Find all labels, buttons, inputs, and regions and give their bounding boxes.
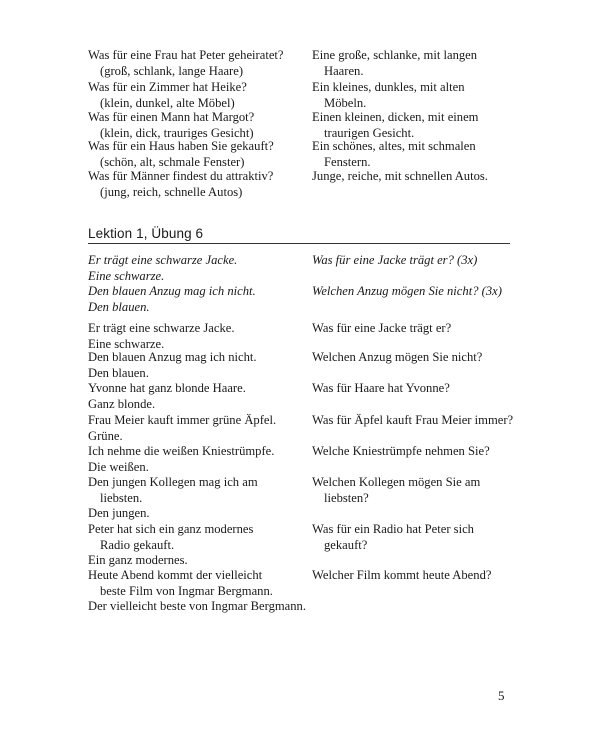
question-text: Was für ein Zimmer hat Heike? bbox=[88, 80, 247, 94]
exercise-question bbox=[312, 522, 474, 553]
answer bbox=[312, 80, 465, 111]
exercise-question-continued: gekauft? bbox=[324, 537, 368, 552]
question bbox=[88, 139, 274, 170]
example-question-text: Welchen Anzug mögen Sie nicht? (3x) bbox=[312, 284, 502, 298]
exercise-reply: Den jungen. bbox=[88, 506, 150, 520]
exercise-reply: Die weißen. bbox=[88, 459, 149, 474]
exercise-sentence-continued: Radio gekauft. bbox=[100, 537, 175, 552]
exercise-question-text: Welche Kniestrümpfe nehmen Sie? bbox=[312, 444, 490, 458]
exercise-question bbox=[312, 475, 480, 506]
example-reply: Eine schwarze. bbox=[88, 268, 165, 283]
question-hint: (jung, reich, schnelle Autos) bbox=[100, 184, 243, 199]
exercise-question-continued: liebsten? bbox=[324, 490, 369, 505]
exercise-question-text: Was für eine Jacke trägt er? bbox=[312, 321, 452, 335]
exercise-sentence: Ich nehme die weißen Kniestrümpfe. bbox=[88, 444, 275, 458]
answer-text-continued: Möbeln. bbox=[324, 95, 367, 110]
section-title: Lektion 1, Übung 6 bbox=[88, 226, 510, 244]
exercise-statement bbox=[88, 444, 274, 475]
example-reply: Den blauen. bbox=[88, 299, 150, 314]
question bbox=[88, 169, 273, 200]
question-text: Was für eine Frau hat Peter geheiratet? bbox=[88, 48, 284, 62]
example-sentence: Er trägt eine schwarze Jacke. bbox=[88, 253, 238, 267]
exercise-sentence: Er trägt eine schwarze Jacke. bbox=[88, 321, 235, 335]
answer-text: Einen kleinen, dicken, mit einem bbox=[312, 110, 479, 124]
exercise-question-text: Welchen Kollegen mögen Sie am bbox=[312, 475, 481, 489]
example-question bbox=[312, 253, 477, 269]
question-hint: (groß, schlank, lange Haare) bbox=[100, 63, 244, 78]
exercise-question bbox=[312, 350, 482, 366]
exercise-statement bbox=[88, 568, 306, 615]
answer-text-continued: Haaren. bbox=[324, 63, 364, 78]
example-question-text: Was für eine Jacke trägt er? (3x) bbox=[312, 253, 478, 267]
exercise-sentence-continued: liebsten. bbox=[100, 490, 143, 505]
question-hint: (schön, alt, schmale Fenster) bbox=[100, 154, 245, 169]
answer-text: Junge, reiche, mit schnellen Autos. bbox=[312, 169, 488, 183]
question bbox=[88, 80, 247, 111]
exercise-sentence: Den jungen Kollegen mag ich am bbox=[88, 475, 258, 489]
exercise-question bbox=[312, 413, 513, 429]
exercise-question-text: Was für Haare hat Yvonne? bbox=[312, 381, 450, 395]
exercise-reply: Ganz blonde. bbox=[88, 396, 156, 411]
answer-text: Ein schönes, altes, mit schmalen bbox=[312, 139, 476, 153]
exercise-sentence: Den blauen Anzug mag ich nicht. bbox=[88, 350, 257, 364]
exercise-reply: Den blauen. bbox=[88, 365, 149, 380]
exercise-statement bbox=[88, 321, 235, 352]
question-hint: (klein, dunkel, alte Möbel) bbox=[100, 95, 235, 110]
exercise-question bbox=[312, 568, 491, 584]
question bbox=[88, 110, 254, 141]
answer bbox=[312, 139, 476, 170]
exercise-sentence: Heute Abend kommt der vielleicht bbox=[88, 568, 263, 582]
exercise-reply: Grüne. bbox=[88, 428, 123, 443]
question bbox=[88, 48, 284, 79]
exercise-statement bbox=[88, 413, 276, 444]
exercise-question bbox=[312, 444, 490, 460]
exercise-question-text: Welcher Film kommt heute Abend? bbox=[312, 568, 492, 582]
exercise-statement bbox=[88, 350, 257, 381]
example-statement bbox=[88, 253, 237, 284]
exercise-question-text: Welchen Anzug mögen Sie nicht? bbox=[312, 350, 483, 364]
answer bbox=[312, 169, 488, 185]
exercise-sentence-continued: beste Film von Ingmar Bergmann. bbox=[100, 583, 273, 598]
exercise-reply: Eine schwarze. bbox=[88, 336, 165, 351]
question-text: Was für ein Haus haben Sie gekauft? bbox=[88, 139, 274, 153]
example-statement bbox=[88, 284, 256, 315]
page-number: 5 bbox=[498, 688, 505, 703]
answer-text: Eine große, schlanke, mit langen bbox=[312, 48, 478, 62]
exercise-question-text: Was für ein Radio hat Peter sich bbox=[312, 522, 474, 536]
example-sentence: Den blauen Anzug mag ich nicht. bbox=[88, 284, 256, 298]
exercise-reply: Ein ganz modernes. bbox=[88, 553, 188, 567]
answer bbox=[312, 110, 478, 141]
question-hint: (klein, dick, trauriges Gesicht) bbox=[100, 125, 254, 140]
answer-text-continued: Fenstern. bbox=[324, 154, 371, 169]
exercise-sentence: Peter hat sich ein ganz modernes bbox=[88, 522, 254, 536]
answer bbox=[312, 48, 477, 79]
exercise-question-text: Was für Äpfel kauft Frau Meier immer? bbox=[312, 413, 514, 427]
question-text: Was für Männer findest du attraktiv? bbox=[88, 169, 274, 183]
exercise-reply: Der vielleicht beste von Ingmar Bergmann. bbox=[88, 599, 306, 613]
answer-text-continued: traurigen Gesicht. bbox=[324, 125, 415, 140]
example-question bbox=[312, 284, 502, 300]
question-text: Was für einen Mann hat Margot? bbox=[88, 110, 255, 124]
exercise-sentence: Frau Meier kauft immer grüne Äpfel. bbox=[88, 413, 277, 427]
answer-text: Ein kleines, dunkles, mit alten bbox=[312, 80, 465, 94]
exercise-statement bbox=[88, 522, 253, 569]
exercise-statement bbox=[88, 381, 246, 412]
exercise-question bbox=[312, 381, 450, 397]
exercise-sentence: Yvonne hat ganz blonde Haare. bbox=[88, 381, 246, 395]
exercise-question bbox=[312, 321, 451, 337]
exercise-statement bbox=[88, 475, 258, 522]
